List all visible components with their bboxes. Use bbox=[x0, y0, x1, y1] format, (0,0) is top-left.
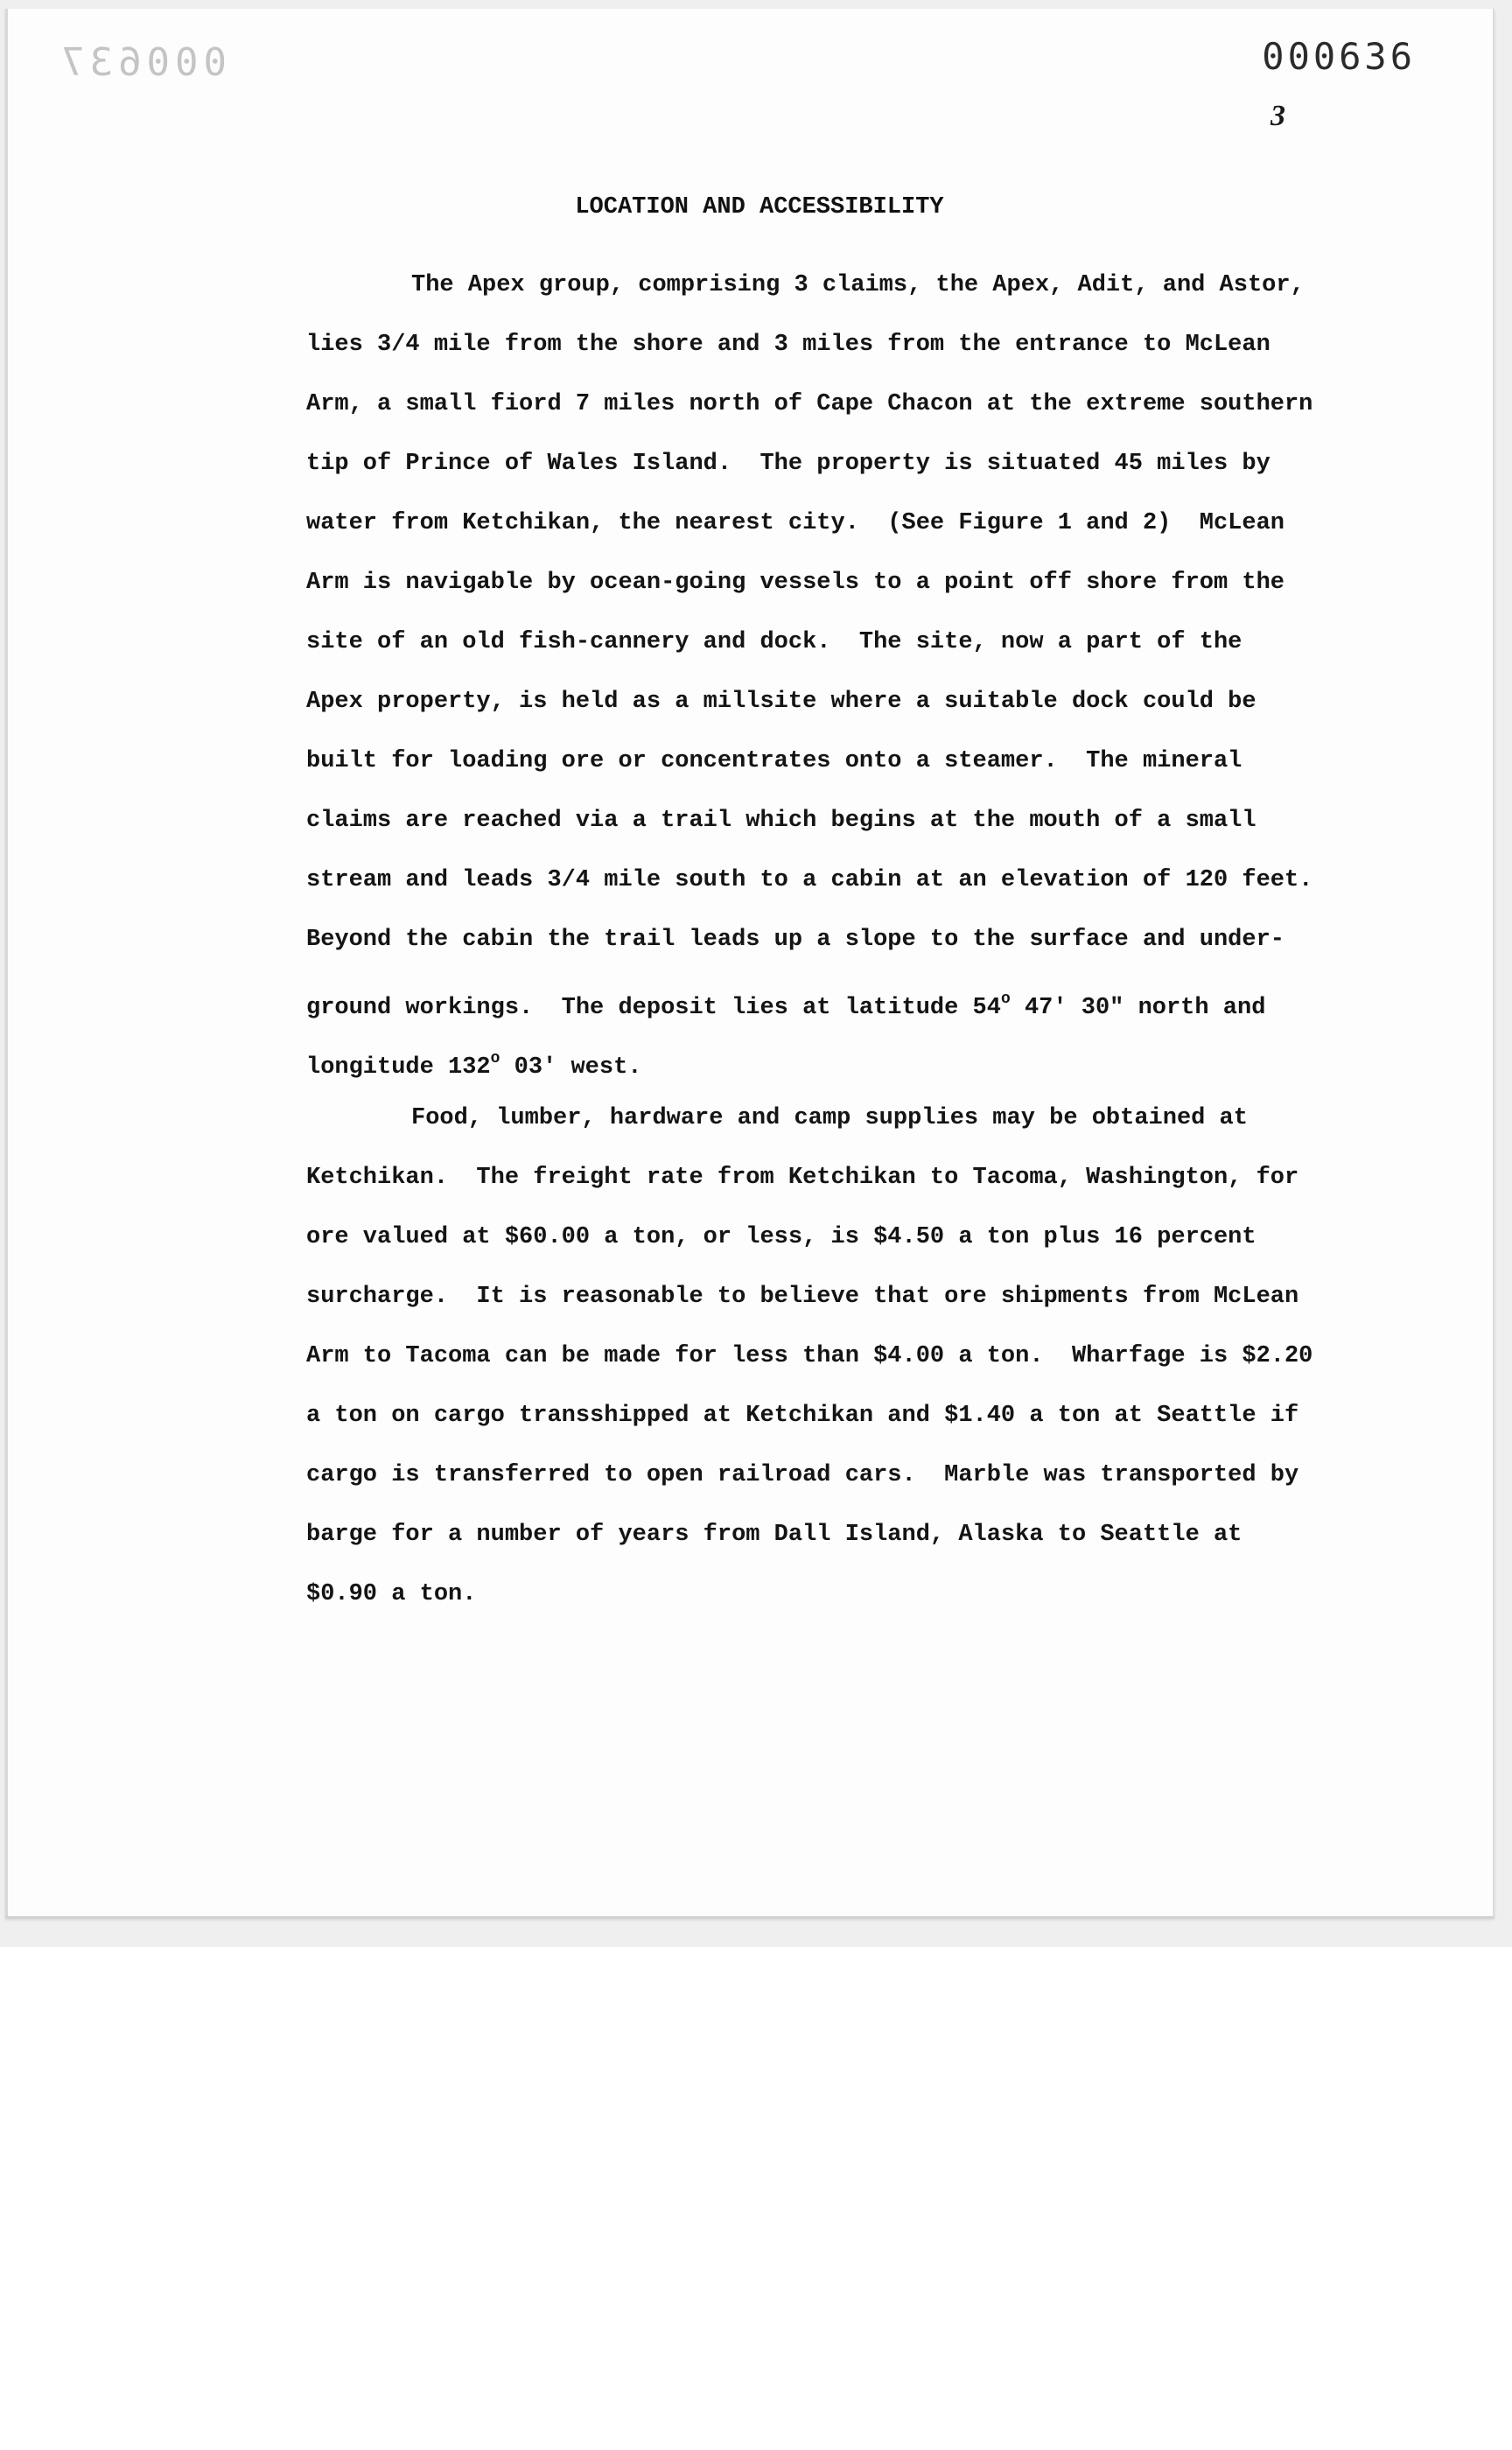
paragraph-1-line: Beyond the cabin the trail leads up a slope to the surface and under- bbox=[306, 927, 1284, 953]
paragraph-1-line: water from Ketchikan, the nearest city. (See Figure 1 and 2) McLean bbox=[306, 510, 1284, 536]
paragraph-2-line: $0.90 a ton. bbox=[306, 1581, 477, 1607]
paragraph-2-line: cargo is transferred to open railroad cars. Marble was transported by bbox=[306, 1462, 1299, 1488]
paragraph-1-line: Arm, a small fiord 7 miles north of Cape Chacon at the extreme southern bbox=[306, 391, 1313, 417]
paragraph-2-line: ore valued at $60.00 a ton, or less, is $4.50 a ton plus 16 percent bbox=[306, 1224, 1256, 1250]
longitude-line bbox=[306, 1029, 1382, 1088]
paragraph-1-line: built for loading ore or concentrates onto a steamer. The mineral bbox=[306, 748, 1242, 774]
paragraph-2-line: Ketchikan. The freight rate from Ketchikan to Tacoma, Washington, for bbox=[306, 1165, 1299, 1191]
paragraph-2-line: a ton on cargo transshipped at Ketchikan and $1.40 a ton at Seattle if bbox=[306, 1403, 1299, 1429]
paragraph-2-line: surcharge. It is reasonable to believe that ore shipments from McLean bbox=[306, 1284, 1299, 1310]
bleed-through-stamp: 000637 bbox=[56, 40, 227, 85]
latitude-rest: 47' 30" north and bbox=[1010, 995, 1266, 1021]
paragraph-1-line: Arm is navigable by ocean-going vessels to a point off shore from the bbox=[306, 570, 1284, 596]
paragraph-1-line: tip of Prince of Wales Island. The property is situated 45 miles by bbox=[306, 451, 1270, 477]
paragraph-2-line: Arm to Tacoma can be made for less than $4.00 a ton. Wharfage is $2.20 bbox=[306, 1343, 1313, 1369]
latitude-line bbox=[306, 970, 1382, 1029]
longitude-text: longitude 132 bbox=[306, 1054, 491, 1081]
section-title: LOCATION AND ACCESSIBILITY bbox=[575, 194, 944, 220]
paragraph-1-line: The Apex group, comprising 3 claims, the Apex, Adit, and Astor, bbox=[411, 272, 1305, 298]
paragraph-1-line: Apex property, is held as a millsite where a suitable dock could be bbox=[306, 689, 1256, 715]
degree-symbol: o bbox=[490, 1050, 500, 1068]
paragraph-2-line: Food, lumber, hardware and camp supplies may be obtained at bbox=[411, 1105, 1248, 1131]
latitude-text: ground workings. The deposit lies at latitude 54 bbox=[306, 995, 1001, 1021]
paragraph-1-line: site of an old fish-cannery and dock. The site, now a part of the bbox=[306, 629, 1242, 655]
degree-symbol: o bbox=[1000, 990, 1011, 1008]
paragraph-2-line: barge for a number of years from Dall Island, Alaska to Seattle at bbox=[306, 1522, 1242, 1548]
sheet-edge bbox=[5, 9, 8, 1916]
paragraph-1-line: stream and leads 3/4 mile south to a cabin at an elevation of 120 feet. bbox=[306, 867, 1313, 893]
body-text bbox=[306, 256, 1382, 1624]
paragraph-1-line: claims are reached via a trail which begins at the mouth of a small bbox=[306, 808, 1256, 834]
longitude-rest: 03' west. bbox=[500, 1054, 642, 1081]
paragraph-1-line: lies 3/4 mile from the shore and 3 miles from the entrance to McLean bbox=[306, 332, 1270, 358]
document-sheet bbox=[5, 9, 1494, 1918]
page-number: 3 bbox=[1270, 100, 1285, 132]
document-stamp-number: 000636 bbox=[1262, 35, 1416, 78]
